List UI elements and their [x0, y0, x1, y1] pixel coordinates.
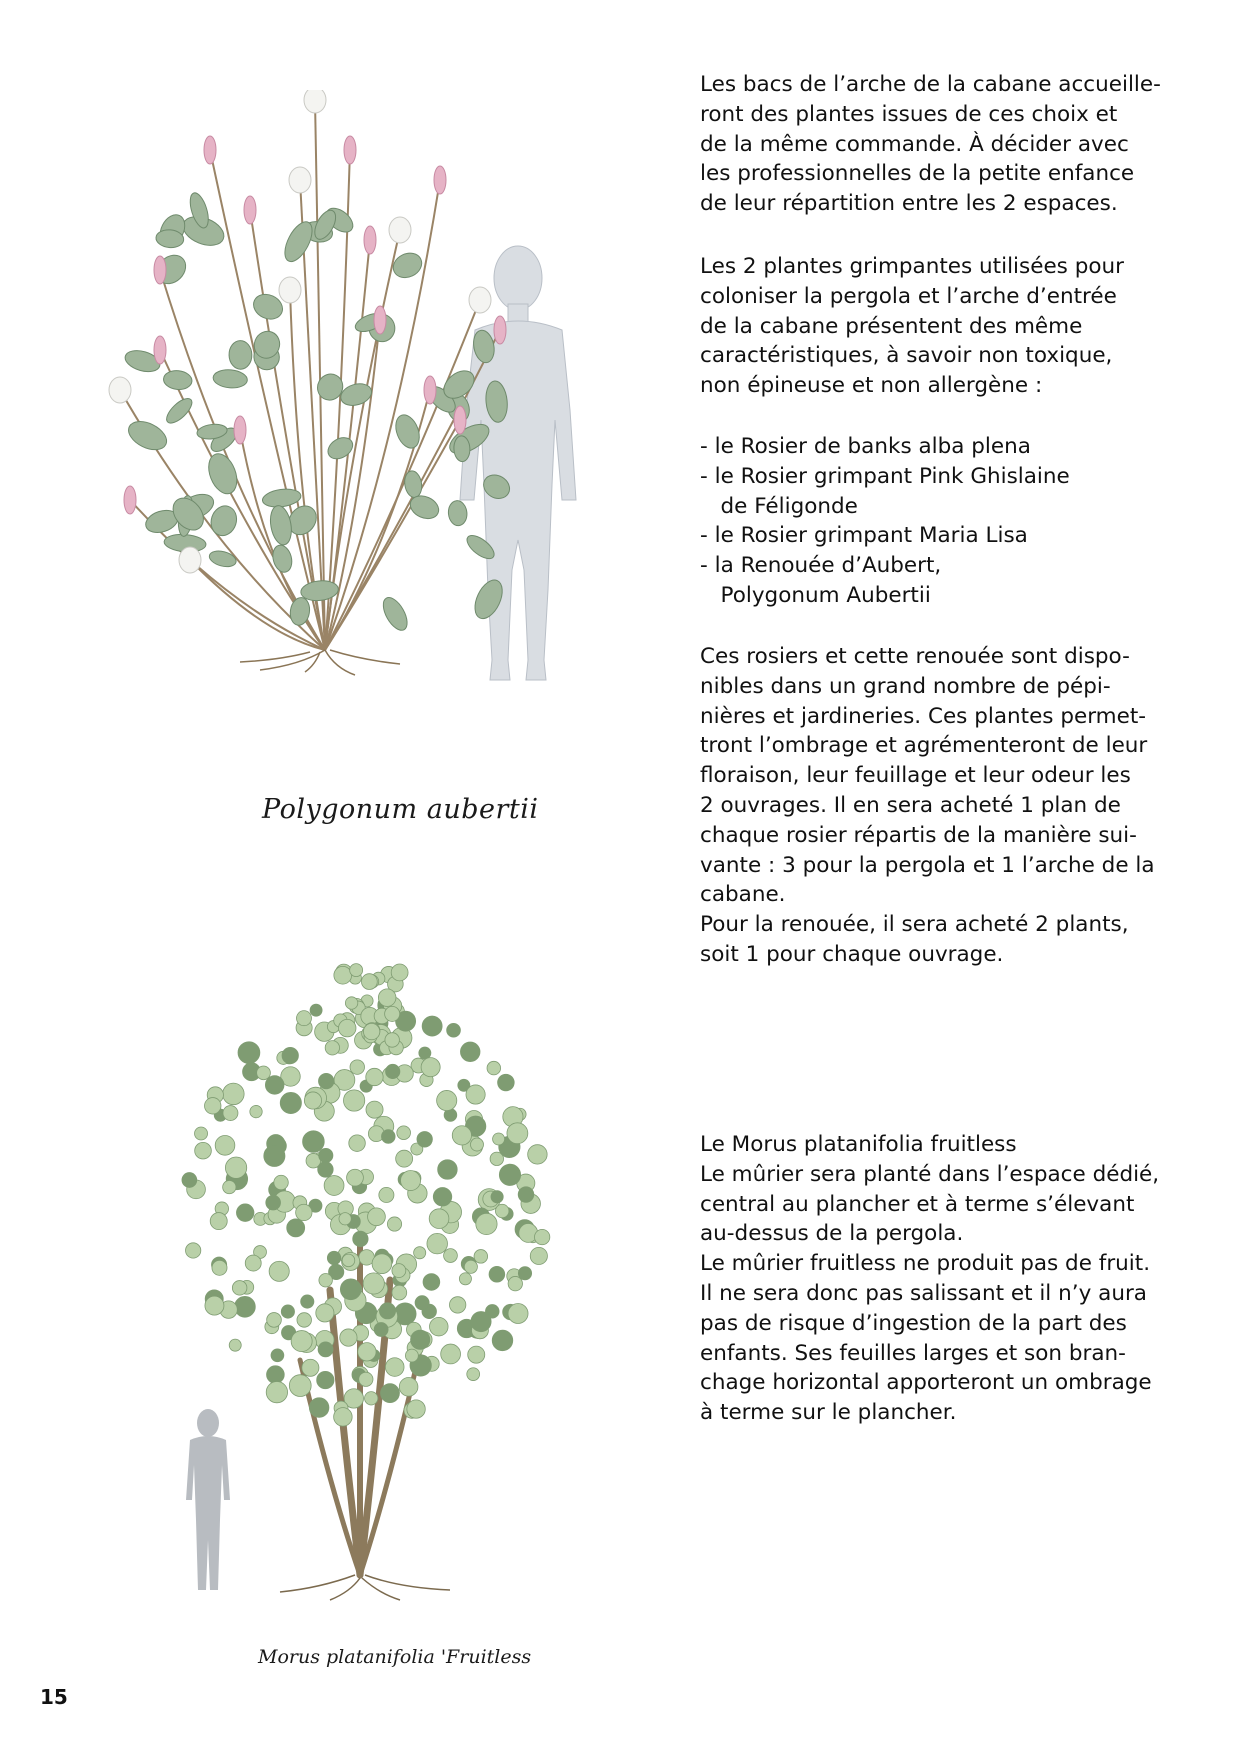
leaf-shape	[530, 1247, 547, 1264]
leaf-shape	[391, 964, 408, 981]
leaf-shape	[468, 1346, 485, 1363]
leaf-shape	[245, 1255, 261, 1271]
text-line: coloniser la pergola et l’arche d’entrée	[700, 283, 1117, 309]
leaf-shape	[318, 1073, 333, 1088]
flower-spike	[289, 167, 311, 193]
list-item: - le Rosier grimpant Pink Ghislaine	[700, 463, 1070, 489]
leaf-shape	[392, 1285, 407, 1300]
polygonum-illustration	[100, 90, 660, 790]
flower-spike	[434, 166, 446, 194]
leaf-shape	[236, 1204, 253, 1221]
leaf-shape	[334, 1408, 353, 1427]
flower-spike	[154, 256, 166, 284]
leaf-shape	[267, 1313, 282, 1328]
leaf-shape	[207, 503, 240, 539]
leaf-shape	[385, 1006, 400, 1021]
leaf-shape	[396, 1150, 413, 1167]
leaf-shape	[495, 1204, 508, 1217]
leaf-shape	[414, 1247, 426, 1259]
leaf-shape	[124, 416, 171, 456]
leaf-shape	[392, 1264, 406, 1278]
figure-caption: Morus platanifolia 'Fruitless	[258, 1646, 532, 1668]
leaf-shape	[347, 1169, 364, 1186]
leaf-shape	[223, 1180, 236, 1193]
leaf-shape	[385, 1033, 399, 1047]
leaf-shape	[324, 1176, 344, 1196]
leaf-shape	[343, 1090, 364, 1111]
figure-caption: Polygonum aubertii	[262, 794, 539, 825]
leaf-shape	[319, 1273, 332, 1286]
leaf-shape	[195, 1127, 208, 1140]
leaf-shape	[417, 1132, 433, 1148]
leaf-shape	[358, 1343, 376, 1361]
flower-spike	[424, 376, 436, 404]
leaf-shape	[397, 1126, 411, 1140]
leaf-shape	[353, 1231, 368, 1246]
leaf-shape	[467, 1368, 480, 1381]
list-item: - le Rosier grimpant Maria Lisa	[700, 523, 1028, 549]
leaf-shape	[350, 964, 363, 977]
leaf-shape	[229, 1339, 241, 1351]
leaf-shape	[405, 1349, 418, 1362]
text-line: tront l’ombrage et agrémenteront de leur	[700, 733, 1148, 759]
leaf-shape	[427, 1233, 448, 1254]
text-line: chaque rosier répartis de la manière sui-	[700, 822, 1137, 848]
leaf-shape	[339, 1019, 356, 1036]
leaf-shape	[215, 1136, 235, 1156]
leaf-shape	[232, 1281, 247, 1296]
leaf-shape	[267, 1366, 285, 1384]
flower-spike	[469, 287, 491, 313]
leaf-shape	[489, 1266, 505, 1282]
plant-list	[700, 432, 1200, 611]
leaf-shape	[274, 1175, 288, 1189]
leaf-shape	[492, 1330, 513, 1351]
leaf-shape	[212, 368, 248, 389]
leaf-shape	[429, 1209, 449, 1229]
text-line: Il ne sera donc pas salissant et il n’y aura	[700, 1280, 1147, 1306]
leaf-shape	[223, 1083, 245, 1105]
text-line: vante : 3 pour la pergola et 1 l’arche de la	[700, 852, 1155, 878]
leaf-shape	[441, 1344, 461, 1364]
flower-spike	[454, 406, 466, 434]
leaf-shape	[433, 1188, 451, 1206]
leaf-shape	[250, 1105, 262, 1117]
leaf-shape	[266, 1381, 287, 1402]
leaf-shape	[324, 433, 356, 463]
leaf-shape	[438, 1160, 458, 1180]
list-item: Polygonum Aubertii	[700, 582, 931, 608]
leaf-shape	[464, 1260, 477, 1273]
text-line: 2 ouvrages. Il en sera acheté 1 plan de	[700, 792, 1121, 818]
leaf-shape	[415, 1296, 429, 1310]
leaf-shape	[499, 1164, 520, 1185]
leaf-shape	[238, 1042, 260, 1064]
leaf-shape	[287, 1219, 305, 1237]
leaf-shape	[372, 1254, 392, 1274]
polygonum-drawing	[100, 90, 660, 790]
leaf-shape	[444, 1249, 458, 1263]
leaf-shape	[379, 1303, 395, 1319]
leaf-shape	[508, 1304, 528, 1324]
flower-spike	[494, 316, 506, 344]
text-line: floraison, leur feuillage et leur odeur les	[700, 763, 1131, 789]
leaf-shape	[304, 1092, 321, 1109]
text-line: Ces rosiers et cette renouée sont dispo-	[700, 644, 1130, 669]
text-line: Les bacs de l’arche de la cabane accueille-	[700, 72, 1161, 97]
leaf-shape	[282, 1047, 298, 1063]
paragraph-morus	[700, 1130, 1200, 1428]
leaf-shape	[391, 412, 423, 452]
leaf-shape	[381, 1130, 395, 1144]
flower-spike	[124, 486, 136, 514]
leaf-shape	[318, 1162, 333, 1177]
leaf-shape	[186, 1243, 201, 1258]
flower-spike	[304, 90, 326, 113]
leaf-shape	[498, 1074, 515, 1091]
leaf-shape	[269, 1261, 289, 1281]
text-line: non épineuse et non allergène :	[700, 373, 1043, 399]
leaf-shape	[447, 500, 468, 527]
leaf-shape	[518, 1187, 534, 1203]
list-item: de Féligonde	[700, 493, 858, 519]
text-line: les professionnelles de la petite enfance	[700, 161, 1135, 187]
leaf-shape	[471, 1311, 491, 1331]
leaf-shape	[437, 1090, 457, 1110]
text-line: à terme sur le plancher.	[700, 1400, 957, 1426]
leaf-shape	[378, 594, 412, 634]
human-silhouette-icon	[186, 1409, 230, 1590]
morus-drawing	[150, 960, 590, 1620]
leaf-shape	[303, 1131, 325, 1153]
leaf-shape	[349, 1135, 366, 1152]
leaf-shape	[300, 579, 339, 602]
leaf-shape	[195, 1142, 212, 1159]
leaf-shape	[296, 1011, 311, 1026]
text-line: pas de risque d’ingestion de la part des	[700, 1310, 1127, 1336]
text-line: Le mûrier sera planté dans l’espace dédié,	[700, 1161, 1160, 1187]
leaf-shape	[342, 1254, 355, 1267]
text-line: central au plancher et à terme s’élevant	[700, 1191, 1135, 1217]
leaf-shape	[291, 1331, 312, 1352]
paragraph-intro	[700, 70, 1200, 219]
leaf-shape	[459, 1273, 471, 1285]
leaf-shape	[338, 380, 374, 409]
leaf-shape	[163, 369, 193, 390]
leaf-shape	[350, 1060, 365, 1075]
leaf-shape	[366, 1101, 383, 1118]
leaf-shape	[317, 1371, 334, 1388]
leaf-shape	[363, 1273, 384, 1294]
leaf-shape	[212, 1260, 227, 1275]
flower-spike	[364, 226, 376, 254]
leaf-shape	[223, 1106, 238, 1121]
text-line: nières et jardineries. Ces plantes permet-	[700, 703, 1147, 729]
leaf-shape	[378, 989, 396, 1007]
leaf-shape	[310, 1004, 322, 1016]
leaf-shape	[280, 1092, 301, 1113]
text-line: enfants. Ses feuilles larges et son bran-	[700, 1340, 1126, 1366]
leaf-shape	[374, 1323, 388, 1337]
text-line: ront des plantes issues de ces choix et	[700, 101, 1118, 127]
text-line: de la cabane présentent des même	[700, 313, 1083, 339]
leaf-shape	[281, 1305, 294, 1318]
plant-stem	[325, 300, 480, 650]
leaf-shape	[363, 1023, 379, 1039]
flower-spike	[109, 377, 131, 403]
leaf-shape	[385, 1358, 404, 1377]
text-line: cabane.	[700, 882, 786, 908]
leaf-shape	[474, 1250, 488, 1264]
flower-spike	[389, 217, 411, 243]
leaf-shape	[271, 1349, 284, 1362]
leaf-shape	[419, 1047, 431, 1059]
leaf-shape	[508, 1276, 522, 1290]
leaf-shape	[535, 1229, 550, 1244]
list-item: - le Rosier de banks alba plena	[700, 434, 1031, 459]
leaf-shape	[430, 1317, 449, 1336]
leaf-shape	[401, 1171, 421, 1191]
leaf-shape	[386, 1064, 400, 1078]
leaf-shape	[210, 1213, 227, 1230]
leaf-shape	[366, 1068, 383, 1085]
page-number: 15	[40, 1685, 68, 1709]
leaf-shape	[264, 1145, 285, 1166]
flower-spike	[179, 547, 201, 573]
paragraph-availability	[700, 642, 1200, 970]
leaf-shape	[368, 1208, 386, 1226]
paragraph-climbers	[700, 252, 1200, 401]
leaf-shape	[381, 1384, 400, 1403]
leaf-shape	[361, 974, 377, 990]
leaf-shape	[407, 1400, 425, 1418]
leaf-shape	[491, 1191, 503, 1203]
leaf-shape	[423, 1274, 440, 1291]
leaf-shape	[297, 1313, 311, 1327]
leaf-shape	[301, 1295, 314, 1308]
leaf-shape	[460, 1042, 480, 1062]
leaf-shape	[225, 1157, 246, 1178]
leaf-shape	[470, 1138, 483, 1151]
text-line: caractéristiques, à savoir non toxique,	[700, 343, 1113, 369]
leaf-shape	[302, 1359, 319, 1376]
leaf-shape	[365, 1392, 378, 1405]
leaf-shape	[379, 1187, 394, 1202]
flower-spike	[204, 136, 216, 164]
leaf-shape	[266, 1195, 281, 1210]
leaf-shape	[327, 1251, 340, 1264]
leaf-shape	[340, 1329, 357, 1346]
leaf-shape	[411, 1330, 430, 1349]
text-line: Les 2 plantes grimpantes utilisées pour	[700, 254, 1124, 279]
flower-spike	[279, 277, 301, 303]
text-line: de leur répartition entre les 2 espaces.	[700, 191, 1118, 217]
leaf-shape	[325, 1041, 339, 1055]
text-line: chage horizontal apporteront un ombrage	[700, 1370, 1152, 1396]
leaf-shape	[229, 340, 252, 369]
leaf-shape	[422, 1016, 442, 1036]
leaf-shape	[528, 1145, 547, 1164]
leaf-shape	[261, 487, 302, 509]
morus-illustration	[150, 960, 590, 1620]
leaf-shape	[345, 997, 357, 1009]
leaf-shape	[359, 1372, 373, 1386]
list-item: - la Renouée d’Aubert,	[700, 553, 942, 579]
flower-spike	[244, 196, 256, 224]
text-line: Le mûrier fruitless ne produit pas de fruit.	[700, 1251, 1151, 1277]
leaf-shape	[493, 1133, 505, 1145]
leaf-shape	[339, 1213, 351, 1225]
leaf-shape	[487, 1061, 501, 1075]
leaf-shape	[518, 1267, 531, 1280]
text-line: soit 1 pour chaque ouvrage.	[700, 941, 1004, 967]
leaf-shape	[340, 1279, 361, 1300]
flower-spike	[234, 416, 246, 444]
flower-spike	[344, 136, 356, 164]
text-line: au-dessus de la pergola.	[700, 1221, 964, 1247]
text-line: Pour la renouée, il sera acheté 2 plants,	[700, 912, 1129, 938]
leaf-shape	[476, 1213, 497, 1234]
text-line: de la même commande. À décider avec	[700, 131, 1129, 157]
flower-spike	[374, 306, 386, 334]
leaf-shape	[296, 1204, 312, 1220]
leaf-shape	[399, 1378, 418, 1397]
leaf-shape	[421, 1058, 440, 1077]
text-line: nibles dans un grand nombre de pépi-	[700, 673, 1111, 699]
leaf-shape	[205, 1296, 224, 1315]
leaf-shape	[208, 548, 238, 569]
leaf-shape	[334, 966, 352, 984]
leaf-shape	[289, 1375, 311, 1397]
leaf-shape	[318, 1342, 333, 1357]
leaf-shape	[447, 1023, 461, 1037]
leaf-shape	[309, 1398, 329, 1418]
flower-spike	[154, 336, 166, 364]
leaf-shape	[316, 1304, 334, 1322]
leaf-shape	[203, 450, 242, 498]
leaf-shape	[449, 1297, 465, 1313]
leaf-shape	[507, 1123, 528, 1144]
leaf-shape	[163, 395, 196, 428]
leaf-shape	[235, 1296, 256, 1317]
leaf-shape	[265, 1076, 284, 1095]
leaf-shape	[182, 1173, 197, 1188]
leaf-shape	[204, 1098, 220, 1114]
leaf-shape	[319, 1148, 333, 1162]
text-line: Le Morus platanifolia fruitless	[700, 1132, 1017, 1157]
leaf-shape	[452, 1126, 471, 1145]
leaf-shape	[466, 1085, 485, 1104]
leaf-shape	[387, 1217, 401, 1231]
